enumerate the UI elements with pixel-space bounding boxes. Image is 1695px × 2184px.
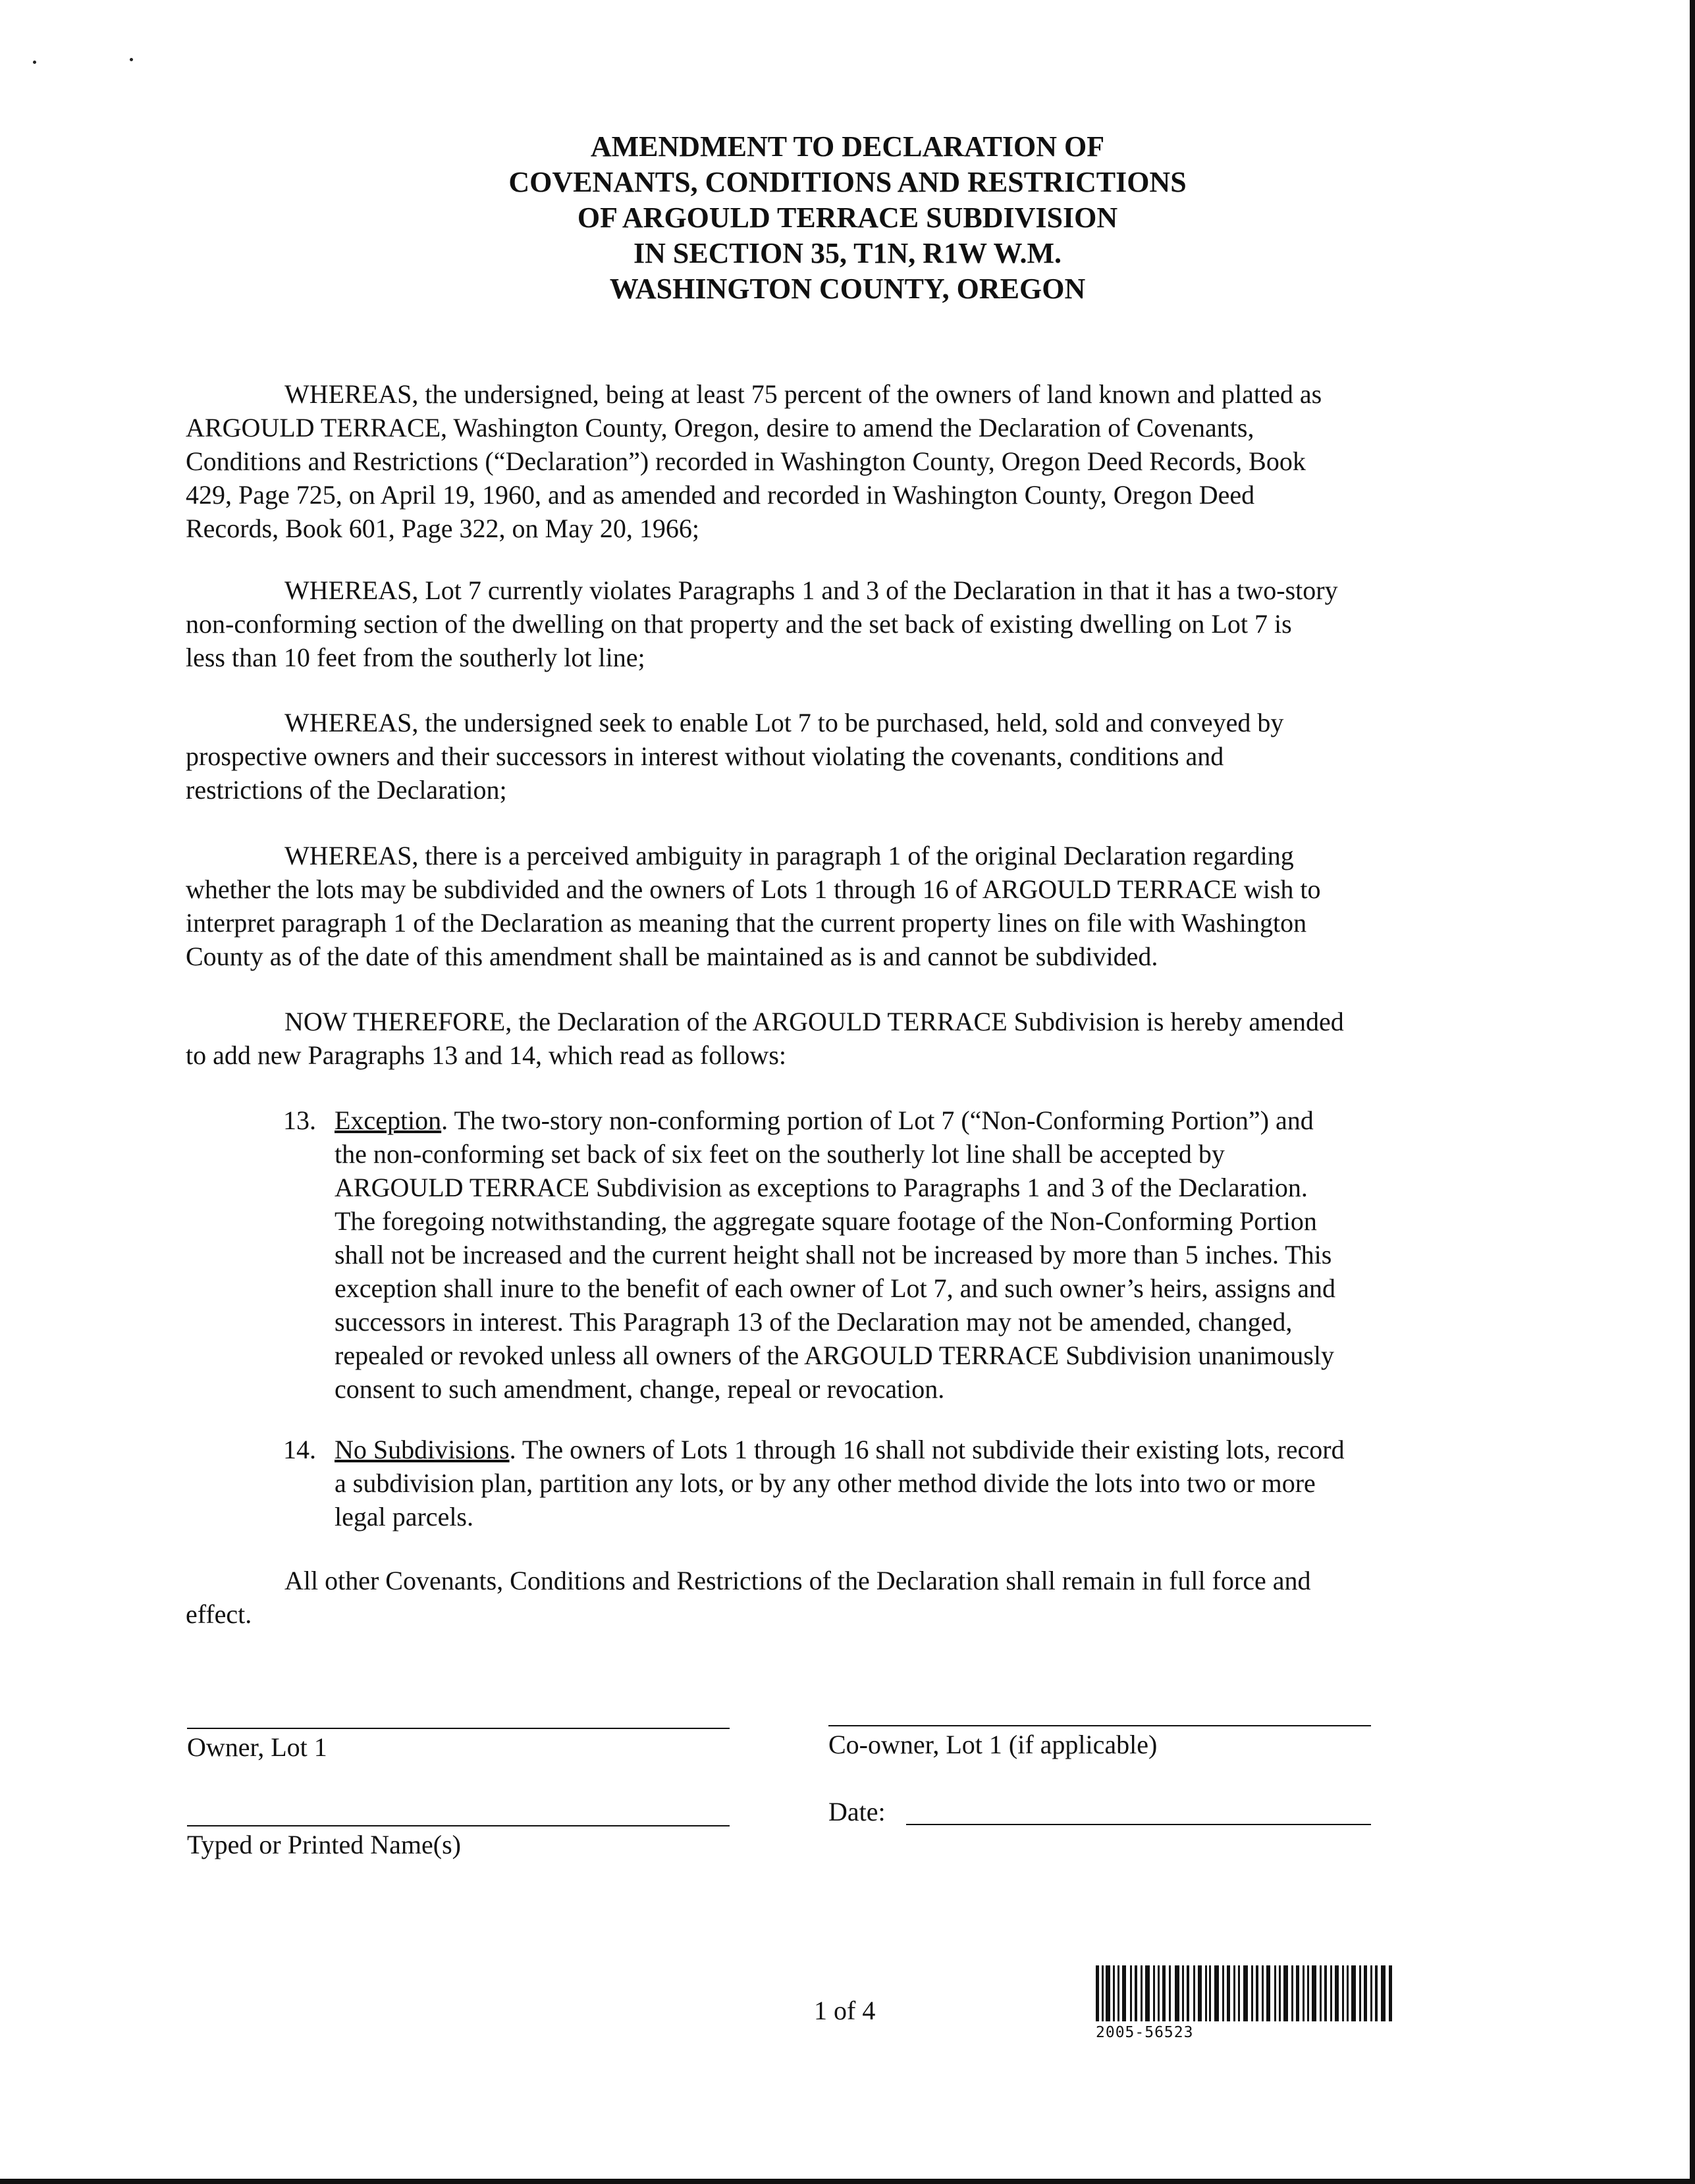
now-therefore-paragraph bbox=[186, 1005, 1503, 1072]
owner-signature-line[interactable] bbox=[187, 1728, 730, 1729]
item-body bbox=[335, 1104, 1335, 1406]
whereas-paragraph-1 bbox=[186, 377, 1503, 545]
printed-name-label: Typed or Printed Name(s) bbox=[187, 1830, 461, 1859]
barcode-number: 2005-56523 bbox=[1096, 2024, 1194, 2041]
paragraph-line: Records, Book 601, Page 322, on May 20, 1966; bbox=[186, 514, 699, 543]
paragraph-line: Conditions and Restrictions (“Declaration”) recorded in Washington County, Oregon Deed Records, Book bbox=[186, 446, 1306, 476]
paragraph-line: effect. bbox=[186, 1599, 252, 1629]
item-line: the non-conforming set back of six feet on the southerly lot line shall be accepted by bbox=[335, 1139, 1225, 1169]
title-line: COVENANTS, CONDITIONS AND RESTRICTIONS bbox=[508, 166, 1187, 198]
item-number: 13. bbox=[283, 1105, 316, 1135]
item-line: The foregoing notwithstanding, the aggregate square footage of the Non-Conforming Portion bbox=[335, 1206, 1317, 1236]
whereas-paragraph-3 bbox=[186, 706, 1503, 807]
item-number: 14. bbox=[283, 1435, 316, 1464]
paragraph-line: WHEREAS, the undersigned seek to enable Lot 7 to be purchased, held, sold and conveyed by bbox=[284, 708, 1284, 737]
paragraph-line: restrictions of the Declaration; bbox=[186, 775, 507, 805]
paragraph-line: WHEREAS, Lot 7 currently violates Paragraphs 1 and 3 of the Declaration in that it has a two-story bbox=[284, 575, 1338, 605]
item-first-line bbox=[335, 1104, 1335, 1137]
document-title bbox=[0, 129, 1695, 307]
item-heading: Exception bbox=[335, 1105, 442, 1135]
title-line: WASHINGTON COUNTY, OREGON bbox=[609, 273, 1086, 305]
whereas-paragraph-4 bbox=[186, 839, 1503, 973]
page-number: 1 of 4 bbox=[814, 1996, 876, 2025]
paragraph-line: WHEREAS, the undersigned, being at least 75 percent of the owners of land known and platted as bbox=[284, 379, 1322, 409]
scan-speck bbox=[130, 58, 133, 61]
date-label: Date: bbox=[828, 1797, 886, 1826]
item-line: shall not be increased and the current height shall not be increased by more than 5 inches. This bbox=[335, 1240, 1332, 1269]
scan-speck bbox=[33, 61, 36, 64]
item-line: ARGOULD TERRACE Subdivision as exceptions to Paragraphs 1 and 3 of the Declaration. bbox=[335, 1173, 1308, 1202]
barcode-icon bbox=[1096, 1965, 1392, 2021]
title-line: IN SECTION 35, T1N, R1W W.M. bbox=[633, 237, 1062, 269]
date-field-line[interactable] bbox=[906, 1824, 1371, 1825]
printed-name-line[interactable] bbox=[187, 1825, 730, 1826]
item-line: legal parcels. bbox=[335, 1502, 473, 1531]
item-line: exception shall inure to the benefit of each owner of Lot 7, and such owner’s heirs, assigns and bbox=[335, 1273, 1335, 1303]
coowner-signature-line[interactable] bbox=[828, 1725, 1371, 1726]
whereas-paragraph-2 bbox=[186, 573, 1503, 674]
paragraph-line: County as of the date of this amendment shall be maintained as is and cannot be subdivided. bbox=[186, 942, 1158, 971]
item-body bbox=[335, 1433, 1345, 1533]
paragraph-line: 429, Page 725, on April 19, 1960, and as amended and recorded in Washington County, Oregon Deed bbox=[186, 480, 1255, 510]
paragraph-line: whether the lots may be subdivided and the owners of Lots 1 through 16 of ARGOULD TERRACE wish to bbox=[186, 874, 1321, 904]
paragraph-line: non-conforming section of the dwelling on that property and the set back of existing dwelling on Lot 7 is bbox=[186, 609, 1292, 639]
page-edge-right bbox=[1690, 0, 1695, 2184]
closing-paragraph bbox=[186, 1564, 1503, 1631]
paragraph-line: NOW THEREFORE, the Declaration of the ARGOULD TERRACE Subdivision is hereby amended bbox=[284, 1007, 1344, 1036]
paragraph-line: less than 10 feet from the southerly lot line; bbox=[186, 643, 645, 672]
item-line: successors in interest. This Paragraph 13 of the Declaration may not be amended, changed, bbox=[335, 1307, 1293, 1337]
item-heading: No Subdivisions bbox=[335, 1435, 510, 1464]
item-first-line bbox=[335, 1433, 1345, 1466]
paragraph-line: prospective owners and their successors in interest without violating the covenants, conditions and bbox=[186, 741, 1224, 771]
paragraph-line: ARGOULD TERRACE, Washington County, Oregon, desire to amend the Declaration of Covenants, bbox=[186, 413, 1254, 442]
paragraph-line: WHEREAS, there is a perceived ambiguity in paragraph 1 of the original Declaration regarding bbox=[284, 841, 1294, 870]
title-line: AMENDMENT TO DECLARATION OF bbox=[590, 130, 1105, 163]
item-line: repealed or revoked unless all owners of the ARGOULD TERRACE Subdivision unanimously bbox=[335, 1341, 1334, 1370]
coowner-label: Co-owner, Lot 1 (if applicable) bbox=[828, 1730, 1158, 1759]
owner-label: Owner, Lot 1 bbox=[187, 1732, 327, 1762]
item-line: consent to such amendment, change, repeal or revocation. bbox=[335, 1374, 945, 1404]
item-line: a subdivision plan, partition any lots, or by any other method divide the lots into two or more bbox=[335, 1468, 1316, 1498]
title-line: OF ARGOULD TERRACE SUBDIVISION bbox=[577, 201, 1118, 234]
item-first-line-text: . The owners of Lots 1 through 16 shall not subdivide their existing lots, record bbox=[509, 1435, 1345, 1464]
item-first-line-text: . The two-story non-conforming portion of Lot 7 (“Non-Conforming Portion”) and bbox=[441, 1105, 1314, 1135]
page-edge-bottom bbox=[0, 2179, 1695, 2184]
paragraph-line: to add new Paragraphs 13 and 14, which read as follows: bbox=[186, 1040, 786, 1070]
paragraph-line: All other Covenants, Conditions and Restrictions of the Declaration shall remain in full force and bbox=[284, 1566, 1311, 1595]
paragraph-line: interpret paragraph 1 of the Declaration as meaning that the current property lines on file with Washington bbox=[186, 908, 1307, 938]
